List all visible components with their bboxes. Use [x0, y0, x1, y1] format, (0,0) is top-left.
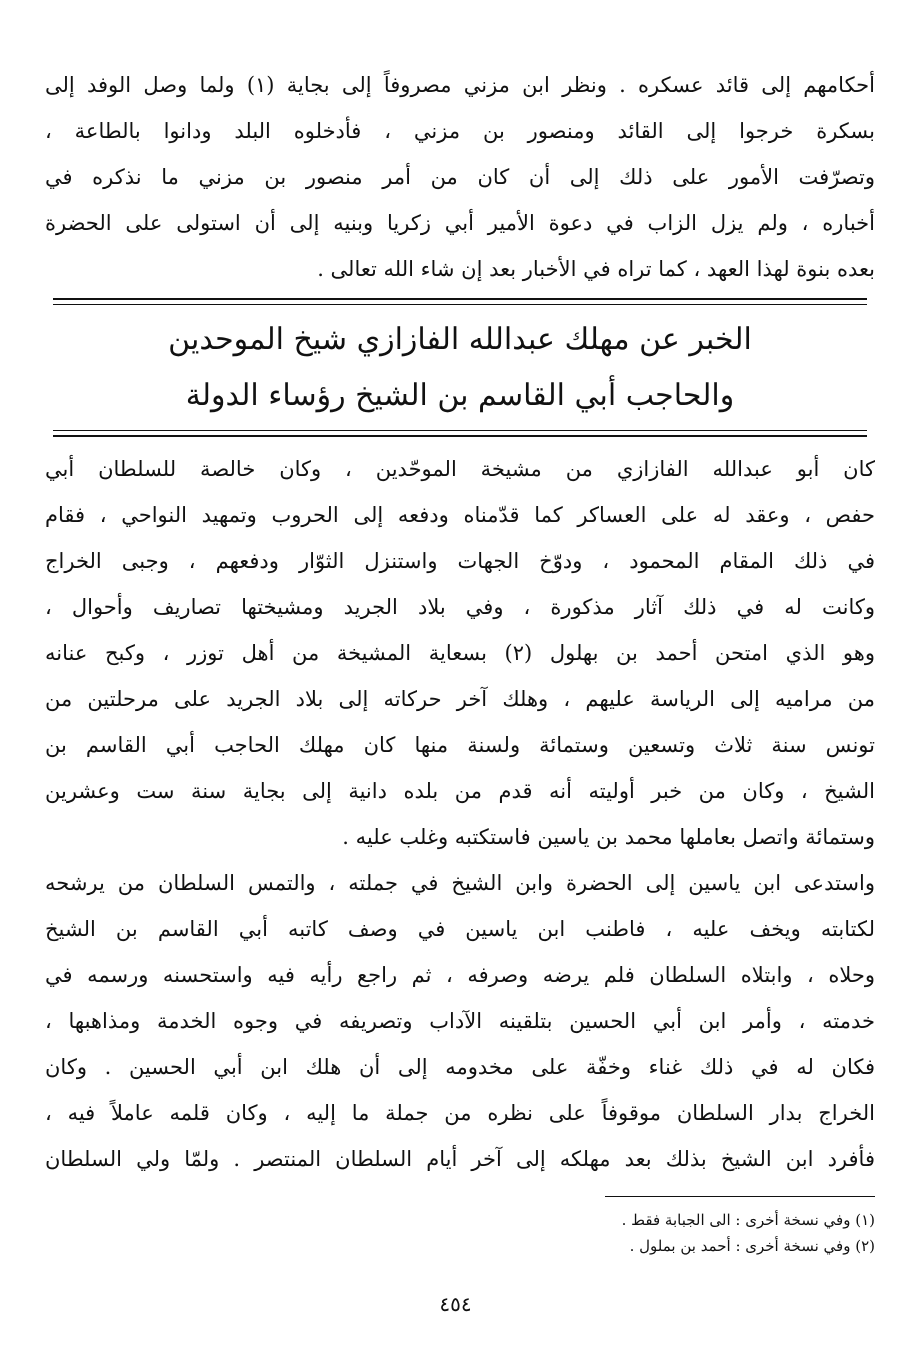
footnote-1: (١) وفي نسخة أخرى : الى الجبابة فقط .	[621, 1211, 875, 1229]
footnote-2: (٢) وفي نسخة أخرى : أحمد بن بملول .	[629, 1237, 875, 1255]
text-line: في ذلك المقام المحمود ، ودوّخ الجهات واستنزل الثوّار ودفعهم ، وجبى الخراج	[45, 549, 875, 573]
heading-line-2: والحاجب أبي القاسم بن الشيخ رؤساء الدولة	[185, 378, 735, 413]
text-line: وستمائة واتصل بعاملها محمد بن ياسين فاستكتبه وغلب عليه .	[342, 825, 875, 849]
text-line: من مراميه إلى الرياسة عليهم ، وهلك آخر حركاته إلى بلاد الجريد على مرحلتين من	[45, 687, 875, 711]
book-page	[45, 62, 875, 1259]
text-line: واستدعى ابن ياسين إلى الحضرة وابن الشيخ في جملته ، والتمس السلطان من يرشحه	[45, 871, 875, 895]
body-paragraphs	[45, 446, 875, 1182]
intro-paragraph	[45, 62, 875, 292]
text-line: بسكرة خرجوا إلى القائد ومنصور بن مزني ، فأدخلوه البلد ودانوا بالطاعة ،	[45, 119, 875, 143]
section-divider-top	[45, 298, 875, 308]
text-line: لكتابته ويخف عليه ، فاطنب ابن ياسين في وصف كاتبه أبي القاسم بن الشيخ	[45, 917, 875, 941]
text-line: أخباره ، ولم يزل الزاب في دعوة الأمير أبي زكريا وبنيه إلى أن استولى على الحضرة	[45, 211, 875, 235]
text-line: تونس سنة ثلاث وتسعين وستمائة ولسنة منها كان مهلك الحاجب أبي القاسم بن	[45, 733, 875, 757]
text-line: بعده بنوة لهذا العهد ، كما تراه في الأخبار بعد إن شاء الله تعالى .	[317, 257, 875, 281]
text-line: خدمته ، وأمر ابن أبي الحسين بتلقينه الآداب وتصريفه في وجوه الخدمة ومذاهبها ،	[45, 1009, 875, 1033]
text-line: كان أبو عبدالله الفازازي من مشيخة الموحّدين ، وكان خالصة للسلطان أبي	[45, 457, 875, 481]
text-line: فكان له في ذلك غناء وخفّة على مخدومه إلى أن هلك ابن أبي الحسين . وكان	[45, 1055, 875, 1079]
page-number: ٤٥٤	[439, 1292, 472, 1316]
text-line: الشيخ ، وكان من خبر أوليته أنه قدم من بلده دانية إلى بجاية سنة ست وعشرين	[45, 779, 875, 803]
section-heading	[45, 308, 875, 430]
text-line: وتصرّفت الأمور على ذلك إلى أن كان من أمر منصور بن مزني ما نذكره في	[45, 165, 875, 189]
text-line: الخراج بدار السلطان موقوفاً على نظره من جملة ما إليه ، وكان قلمه عاملاً فيه ،	[45, 1101, 875, 1125]
heading-line-1: الخبر عن مهلك عبدالله الفازازي شيخ الموحدين	[168, 322, 752, 357]
text-line: حفص ، وعقد له على العساكر كما قدّمناه ودفعه إلى الحروب وتمهيد النواحي ، فقام	[45, 503, 875, 527]
text-line: وحلاه ، وابتلاه السلطان فلم يرضه وصرفه ، ثم راجع رأيه فيه واستحسنه ورسمه في	[45, 963, 875, 987]
text-line: أحكامهم إلى قائد عسكره . ونظر ابن مزني مصروفاً إلى بجاية (١) ولما وصل الوفد إلى	[45, 73, 875, 97]
text-line: وكانت له في ذلك آثار مذكورة ، وفي بلاد الجريد ومشيختها تصاريف وأحوال ،	[45, 595, 875, 619]
section-divider-bottom	[45, 430, 875, 440]
footnote-divider	[605, 1196, 875, 1197]
text-line: وهو الذي امتحن أحمد بن بهلول (٢) بسعاية المشيخة من أهل توزر ، وكبح عنانه	[45, 641, 875, 665]
text-line: فأفرد ابن الشيخ بذلك بعد مهلكه إلى آخر أيام السلطان المنتصر . ولمّا ولي السلطان	[45, 1147, 875, 1171]
footnotes	[45, 1207, 875, 1259]
